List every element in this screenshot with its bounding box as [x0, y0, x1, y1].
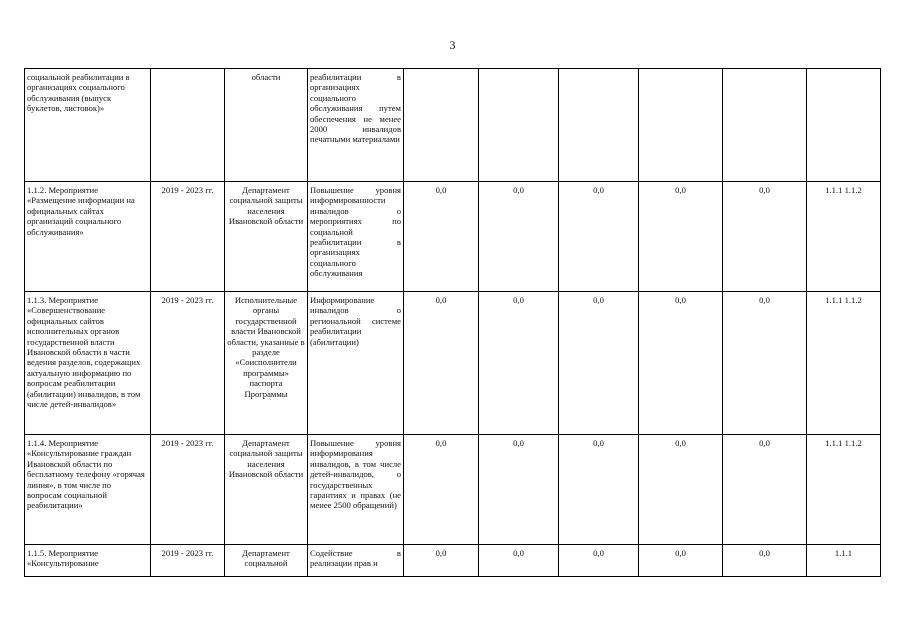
funding-cell: 0,0	[559, 182, 639, 292]
funding-cell: 0,0	[723, 545, 807, 577]
funding-cell	[559, 69, 639, 182]
expected-result-cell: Содействие в реализации прав и	[308, 545, 404, 577]
page-number: 3	[449, 38, 456, 52]
funding-cell: 0,0	[723, 435, 807, 545]
period-cell	[151, 69, 225, 182]
funding-cell: 0,0	[639, 182, 723, 292]
funding-cell: 0,0	[559, 435, 639, 545]
funding-cell: 0,0	[479, 435, 559, 545]
funding-cell: 0,0	[479, 292, 559, 435]
expected-result-cell: Информирование инвалидов о региональной системе реабилитации (абилитации)	[308, 292, 404, 435]
period-cell: 2019 - 2023 гг.	[151, 292, 225, 435]
executor-cell: Исполнительные органы государственной власти Ивановской области, указанные в разделе «Соисполнители программы» паспорта Программы	[225, 292, 308, 435]
executor-cell: области	[225, 69, 308, 182]
table-row	[25, 69, 881, 182]
executor-cell: Департамент социальной защиты населения Ивановской области	[225, 435, 308, 545]
funding-cell: 0,0	[404, 182, 479, 292]
program-measures-table	[24, 68, 881, 577]
indicator-cell: 1.1.1 1.1.2	[807, 182, 881, 292]
funding-cell: 0,0	[479, 182, 559, 292]
executor-cell: Департамент социальной защиты населения Ивановской области	[225, 182, 308, 292]
expected-result-cell: Повышение уровня информирования инвалидов, в том числе детей-инвалидов, о государственных гарантиях и правах (не менее 2500 обращений)	[308, 435, 404, 545]
indicator-cell	[807, 69, 881, 182]
measure-name-cell: 1.1.5. Мероприятие «Консультирование	[25, 545, 151, 577]
funding-cell	[479, 69, 559, 182]
funding-cell: 0,0	[639, 292, 723, 435]
funding-cell: 0,0	[639, 435, 723, 545]
funding-cell: 0,0	[479, 545, 559, 577]
funding-cell: 0,0	[559, 545, 639, 577]
table-row	[25, 292, 881, 435]
measure-name-cell: 1.1.3. Мероприятие «Совершенствование официальных сайтов исполнительных органов государственной власти Ивановской области в части ведения разделов, содержащих актуальную информацию по вопросам реабилитации (абилитации) инвалидов, в том числе детей-инвалидов»	[25, 292, 151, 435]
measure-name-cell: 1.1.4. Мероприятие «Консультирование граждан Ивановской области по бесплатному телефону «горячая линия», в том числе по вопросам социальной реабилитации»	[25, 435, 151, 545]
period-cell: 2019 - 2023 гг.	[151, 182, 225, 292]
funding-cell	[723, 69, 807, 182]
measure-name-cell: 1.1.2. Мероприятие «Размещение информации на официальных сайтах организаций социального обслуживания»	[25, 182, 151, 292]
table-row	[25, 182, 881, 292]
measure-name-cell: социальной реабилитации в организациях социального обслуживания (выпуск буклетов, листовок)»	[25, 69, 151, 182]
period-cell: 2019 - 2023 гг.	[151, 545, 225, 577]
funding-cell: 0,0	[723, 182, 807, 292]
funding-cell: 0,0	[639, 545, 723, 577]
funding-cell: 0,0	[404, 292, 479, 435]
expected-result-cell: реабилитации в организациях социального обслуживания путем обеспечения не менее 2000 инвалидов печатными материалами	[308, 69, 404, 182]
funding-cell	[404, 69, 479, 182]
period-cell: 2019 - 2023 гг.	[151, 435, 225, 545]
indicator-cell: 1.1.1	[807, 545, 881, 577]
funding-cell: 0,0	[404, 545, 479, 577]
funding-cell: 0,0	[723, 292, 807, 435]
table-row	[25, 545, 881, 577]
funding-cell	[639, 69, 723, 182]
executor-cell: Департамент социальной	[225, 545, 308, 577]
expected-result-cell: Повышение уровня информированности инвалидов о мероприятиях по социальной реабилитации в организациях социального обслуживания	[308, 182, 404, 292]
table-row	[25, 435, 881, 545]
indicator-cell: 1.1.1 1.1.2	[807, 292, 881, 435]
funding-cell: 0,0	[404, 435, 479, 545]
indicator-cell: 1.1.1 1.1.2	[807, 435, 881, 545]
funding-cell: 0,0	[559, 292, 639, 435]
